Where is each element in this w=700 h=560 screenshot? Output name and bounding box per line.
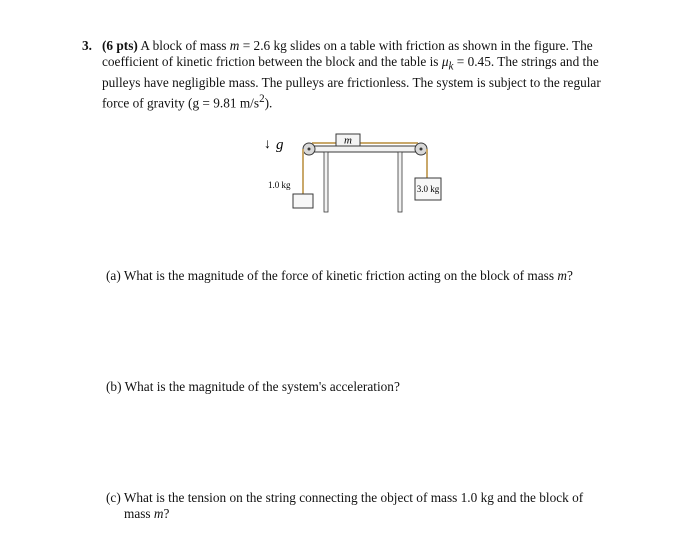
problem-text-part4: ). — [264, 95, 273, 111]
problem-points: (6 pts) — [102, 38, 138, 53]
pulley-figure — [262, 130, 452, 220]
problem-text-part2: = 2.6 kg slides on a table with friction as shown in the figure. The coefficient of kinetic friction between the block and the table is — [102, 38, 593, 69]
problem-text — [102, 38, 622, 111]
gravity-arrow: ↓ — [264, 137, 271, 152]
exponent: 2 — [259, 92, 265, 105]
left-mass-label: 1.0 kg — [268, 180, 291, 190]
mass-variable: m — [229, 38, 240, 53]
table-leg-left — [324, 152, 328, 212]
question-part-a — [106, 268, 626, 284]
table-top — [310, 146, 420, 152]
mu-symbol: μ — [441, 54, 449, 69]
hanging-mass-1kg — [293, 194, 313, 208]
part-c-end: ? — [163, 506, 170, 521]
part-b-text: (b) What is the magnitude of the system's acceleration? — [106, 379, 400, 394]
part-c-line2-text: mass — [124, 506, 154, 521]
part-a-end: ? — [566, 268, 573, 283]
mu-subscript: k — [448, 60, 454, 73]
gravity-vector-symbol: g⃗ — [276, 137, 296, 153]
right-mass-label: 3.0 kg — [416, 184, 440, 194]
block-m-label: m — [344, 134, 352, 147]
pulley-right-axle — [420, 148, 423, 151]
part-a-text: (a) What is the magnitude of the force of kinetic friction acting on the block of mass — [106, 268, 558, 283]
problem-statement — [82, 38, 622, 111]
problem-number: 3. — [82, 38, 92, 53]
question-part-b — [106, 379, 626, 395]
part-c-line2 — [106, 506, 606, 522]
problem-text-part3: = 0.45. The strings and the pulleys have negligible mass. The pulleys are frictionless. The system is subject to the regular force of gravity (g = 9.81 m/s — [102, 54, 601, 111]
pulley-diagram — [262, 130, 452, 220]
pulley-left-axle — [308, 148, 311, 151]
question-part-c — [106, 490, 606, 522]
table-leg-right — [398, 152, 402, 212]
part-a-variable: m — [557, 268, 567, 283]
part-c-variable: m — [153, 506, 164, 521]
problem-text-part1: A block of mass — [137, 38, 230, 53]
part-c-line1: (c) What is the tension on the string connecting the object of mass 1.0 kg and the block of — [106, 490, 584, 505]
